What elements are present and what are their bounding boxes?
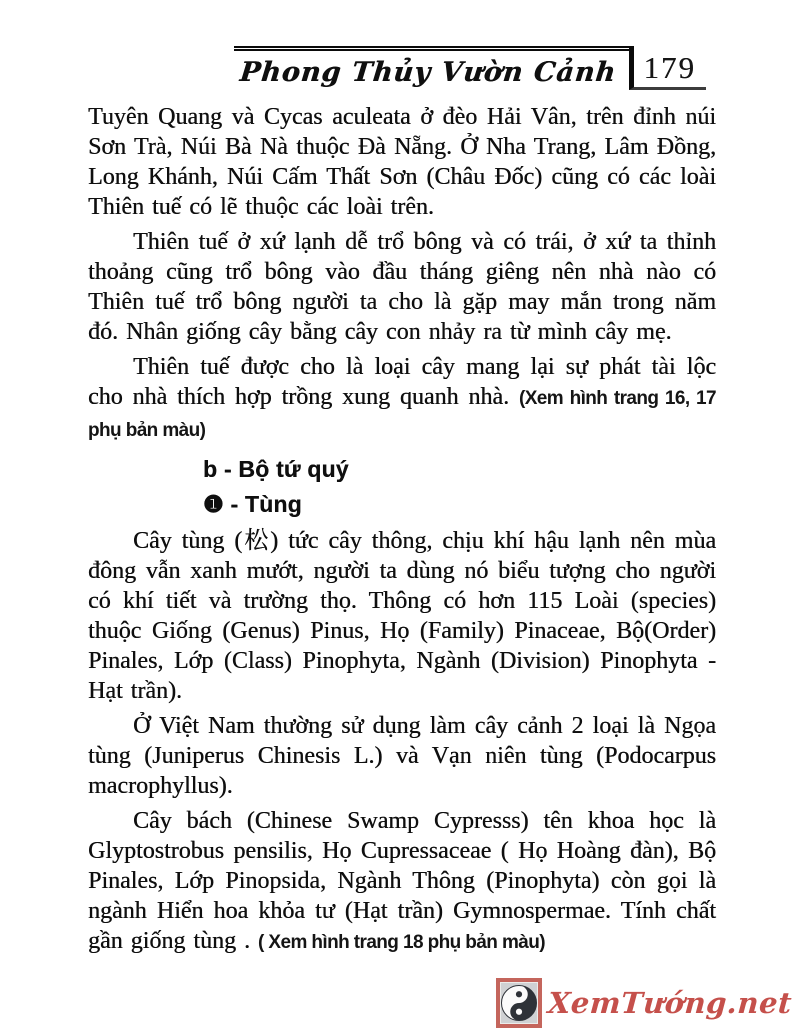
yin-yang-icon <box>496 978 542 1028</box>
paragraph-thien-tue-blooming: Thiên tuế ở xứ lạnh dễ trổ bông và có trái, ở xứ ta thỉnh thoảng cũng trổ bông vào đầu tháng giêng nên nhà nào có Thiên tuế trổ bông người ta cho là gặp may mắn trong năm đó. Nhân giống cây bằng cây con nhảy ra từ mình cây mẹ. <box>88 229 716 345</box>
paragraph-cycas-locations: Tuyên Quang và Cycas aculeata ở đèo Hải Vân, trên đỉnh núi Sơn Trà, Núi Bà Nà thuộc Đà Nẵng. Ở Nha Trang, Lâm Đồng, Long Khánh, Núi Cấm Thất Sơn (Châu Đốc) cũng có các loài Thiên tuế có lẽ thuộc các loài trên. <box>88 104 716 220</box>
watermark <box>496 978 792 1028</box>
figure-reference-note: ( Xem hình trang 18 phụ bản màu) <box>258 932 545 953</box>
section-heading-tung: ❶ - Tùng <box>203 491 302 517</box>
paragraph-cay-tung: Cây tùng (松) tức cây thông, chịu khí hậu lạnh nên mùa đông vẫn xanh mướt, người ta dùng nó biểu tượng cho người có khí tiết và trường thọ. Thông có hơn 115 Loài (species) thuộc Giống (Genus) Pinus, Họ (Family) Pinaceae, Bộ(Order) Pinales, Lớp (Class) Pinophyta, Ngành (Division) Pinophyta - Hạt trần). <box>88 528 716 704</box>
paragraph-viet-nam-two-species: Ở Việt Nam thường sử dụng làm cây cảnh 2 loại là Ngọa tùng (Juniperus Chinesis L.) và Vạn niên tùng (Podocarpus macrophyllus). <box>88 713 716 799</box>
paragraph-text: Cây bách (Chinese Swamp Cypresss) tên khoa học là Glyptostrobus pensilis, Họ Cupressaceae ( Họ Hoàng đàn), Bộ Pinales, Lớp Pinopsida, Ngành Thông (Pinophyta) còn gọi là ngành Hiển hoa khỏa tư (Hạt trần) Gymnospermae. Tính chất gần giống tùng . <box>88 808 716 954</box>
watermark-site-name: XemTướng.net <box>546 986 794 1020</box>
header-rule <box>234 46 628 90</box>
page-number: 179 <box>643 49 696 85</box>
page-body <box>0 90 800 958</box>
paragraph-cay-bach <box>88 806 716 958</box>
page-header <box>234 46 706 90</box>
paragraph-thien-tue-fortune <box>88 352 716 446</box>
page-number-box <box>629 46 707 90</box>
section-heading-bo-tu-quy: b - Bộ tứ quý <box>203 456 349 482</box>
figure-reference-note: (Xem hình trang 16, 17 phụ bản màu) <box>88 388 716 441</box>
paragraph-text: Thiên tuế được cho là loại cây mang lại sự phát tài lộc cho nhà thích hợp trồng xung quanh nhà. <box>88 354 716 410</box>
book-title: Phong Thủy Vườn Cảnh <box>238 57 619 88</box>
